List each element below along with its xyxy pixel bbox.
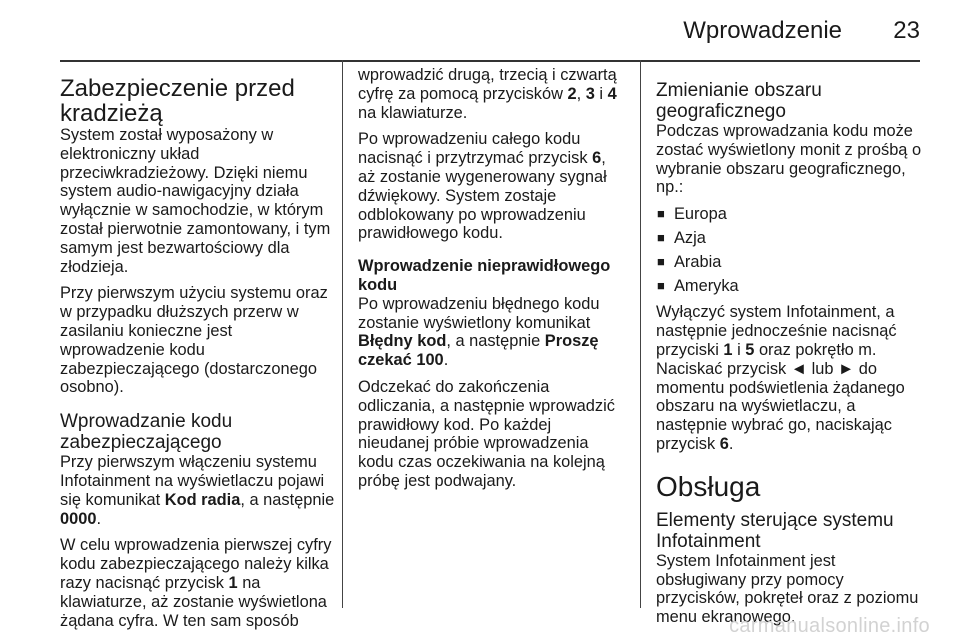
display-message: Błędny kod (358, 332, 447, 351)
subheading-controls: Elementy sterujące systemu Infotainment (656, 509, 894, 552)
list-item: ■ Ameryka (656, 277, 924, 296)
paragraph: Przy pierwszym użyciu systemu oraz w przypadku dłuższych przerw w zasilaniu konieczne jest wprowadzenie kodu zabezpieczającego (dostarczonego osobno). (60, 284, 328, 397)
button-ref: 6 (719, 434, 729, 453)
list-item: ■ Arabia (656, 253, 924, 272)
subheading-enter-code: Wprowadzanie kodu zabezpieczającego (60, 411, 233, 454)
knob-icon: m (858, 340, 872, 359)
region-list (656, 205, 924, 295)
paragraph: Podczas wprowadzania kodu może zostać wyświetlony monit z prośbą o wybranie obszaru geograficznego, np.: (656, 122, 922, 197)
page-number: 23 (893, 17, 920, 44)
button-ref: 2 (567, 84, 577, 103)
subheading-region: Zmienianie obszaru geograficznego (656, 80, 822, 122)
button-ref: 1 (228, 573, 238, 592)
column-1 (60, 60, 338, 630)
display-message: 0000 (60, 509, 97, 528)
list-item: ■ Europa (656, 205, 924, 224)
section-heading-theft-protection: Zabezpieczenie przed kradzieżą (60, 75, 295, 127)
button-ref: 4 (607, 84, 617, 103)
paragraph: W celu wprowadzenia pierwszej cyfry kodu zabezpieczającego należy kilka razy nacisnąć przycisk 1 na klawiaturze, aż zostanie wyświetlona żądana cyfra. W ten sam sposób (60, 536, 332, 630)
paragraph: System Infotainment jest obsługiwany przy pomocy przycisków, pokręteł oraz z poziomu menu ekranowego. (656, 551, 919, 627)
paragraph: System został wyposażony w elektroniczny układ przeciwkradzieżowy. Dzięki niemu system audio-nawigacyjny działa wyłącznie w samochodzie, w którym został pierwotnie zamontowany, i tym samym jest bezwartościowy dla złodzieja. (60, 126, 331, 276)
paragraph: Wyłączyć system Infotainment, a następnie jednocześnie nacisnąć przyciski 1 i 5 oraz pokrętło m. Naciskać przycisk ◄ lub ► do momentu podświetlenia żądanego obszaru na wyświetlaczu, a następnie wybrać go, naciskając przycisk 6. (656, 303, 905, 453)
paragraph: wprowadzić drugą, trzecią i czwartą cyfrę za pomocą przycisków 2, 3 i 4 na klawiaturze. (358, 66, 617, 122)
section-heading-operation: Obsługa (656, 470, 761, 502)
column-divider (342, 60, 343, 608)
watermark: carmanualsonline.info (729, 615, 930, 637)
display-message: Proszę czekać 100 (358, 332, 599, 370)
page-header (60, 0, 920, 62)
button-ref: 5 (745, 340, 755, 359)
paragraph: Przy pierwszym włączeniu systemu Infotainment na wyświetlaczu pojawi się komunikat Kod radia, a następnie 0000. (60, 453, 335, 528)
button-ref: 6 (592, 149, 602, 168)
paragraph: Po wprowadzeniu całego kodu nacisnąć i przytrzymać przycisk 6, aż zostanie wygenerowany sygnał dźwiękowy. System zostaje odblokowany po wprowadzeniu prawidłowego kodu. (358, 130, 607, 243)
button-ref: 3 (585, 84, 595, 103)
button-ref: 1 (723, 340, 733, 359)
display-message: Kod radia (164, 490, 241, 509)
header-title: Wprowadzenie (683, 17, 842, 44)
paragraph: Po wprowadzeniu błędnego kodu zostanie wyświetlony komunikat Błędny kod, a następnie Proszę czekać 100. (358, 294, 600, 370)
column-divider (640, 60, 641, 608)
paragraph: Odczekać do zakończenia odliczania, a następnie wprowadzić prawidłowy kod. Po każdej nieudanej próbie wprowadzenia kodu czas oczekiwania na kolejną próbę jest podwajany. (358, 377, 615, 490)
list-item: ■ Azja (656, 229, 924, 248)
column-3 (656, 60, 924, 627)
column-2 (358, 60, 626, 499)
subheading-wrong-code: Wprowadzenie nieprawidłowego kodu (358, 257, 611, 294)
